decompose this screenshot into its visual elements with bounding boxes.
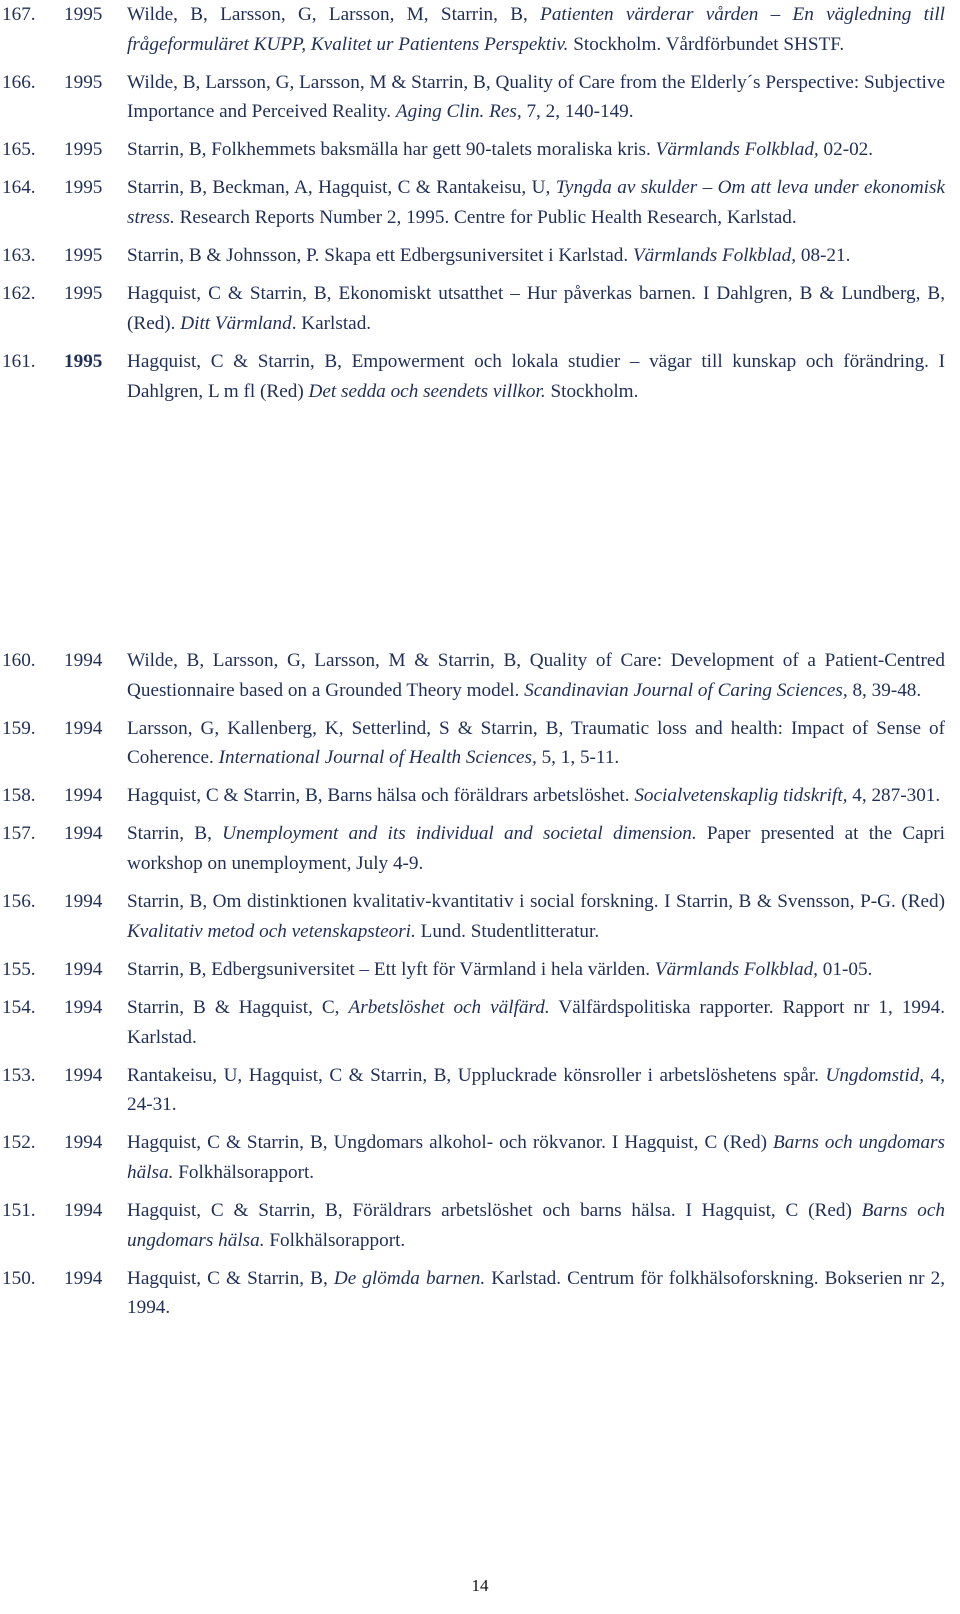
entry-title-italic: Barns och ungdomars hälsa. bbox=[127, 1200, 945, 1251]
entry-number: 157. bbox=[2, 823, 36, 845]
entry-text: Starrin, B, Folkhemmets baksmälla har gett 90-talets moraliska kris. bbox=[127, 139, 656, 161]
entry-number: 165. bbox=[2, 139, 36, 161]
entry-year: 1995 bbox=[64, 139, 103, 161]
entry-title-italic: Tyngda av skulder – Om att leva under ekonomisk stress. bbox=[127, 177, 945, 229]
entry-text: Paper presented at the Capri workshop on unemployment, July 4-9. bbox=[127, 823, 946, 875]
publication-entry bbox=[0, 347, 960, 406]
entry-number: 152. bbox=[2, 1132, 36, 1154]
entry-title-italic: Värmlands Folkblad, bbox=[632, 245, 797, 267]
entry-text: Starrin, B & Hagquist, C, bbox=[127, 996, 349, 1018]
entry-year: 1995 bbox=[64, 245, 103, 267]
entry-text: Research Reports Number 2, 1995. Centre for Public Health Research, Karlstad. bbox=[174, 207, 797, 229]
entry-year: 1994 bbox=[64, 717, 103, 739]
entry-number: 163. bbox=[2, 245, 36, 267]
entry-number: 164. bbox=[2, 177, 36, 199]
entry-text: Wilde, B, Larsson, G, Larsson, M & Starrin, B, Quality of Care from the Elderly´s Perspective: Subjective Importance and Perceived Reality. bbox=[127, 71, 945, 123]
entry-text: Hagquist, C & Starrin, B, Ekonomiskt utsatthet – Hur påverkas barnen. I Dahlgren, B & Lundberg, B, (Red). bbox=[127, 283, 945, 334]
entry-text: 01-05. bbox=[817, 958, 873, 980]
publication-entry bbox=[0, 955, 960, 985]
entry-number: 158. bbox=[2, 785, 36, 807]
entry-text: Hagquist, C & Starrin, B, bbox=[127, 1267, 334, 1289]
entry-year: 1995 bbox=[64, 71, 103, 93]
entry-text: Rantakeisu, U, Hagquist, C & Starrin, B, Uppluckrade könsroller i arbetslöshetens spår. bbox=[127, 1064, 826, 1086]
entry-year: 1994 bbox=[64, 823, 103, 845]
publication-entry bbox=[0, 173, 960, 232]
entry-year: 1994 bbox=[64, 1132, 103, 1154]
publication-entry bbox=[0, 1128, 960, 1187]
entry-year: 1994 bbox=[64, 1200, 103, 1221]
publication-entry bbox=[0, 781, 960, 811]
entry-text: Starrin, B, Beckman, A, Hagquist, C & Rantakeisu, U, bbox=[127, 177, 556, 199]
entry-year: 1994 bbox=[64, 650, 103, 671]
entry-number: 161. bbox=[2, 350, 36, 372]
publication-entry bbox=[0, 241, 960, 271]
publication-entry bbox=[0, 68, 960, 127]
entry-text: Välfärdspolitiska rapporter. Rapport nr 1, 1994. Karlstad. bbox=[127, 996, 945, 1048]
entry-title-italic: De glömda barnen. bbox=[333, 1267, 486, 1289]
publication-entry bbox=[0, 993, 960, 1052]
publication-entry bbox=[0, 1264, 960, 1323]
entry-year: 1994 bbox=[64, 1064, 103, 1086]
entry-title-italic: Ditt Värmland bbox=[180, 312, 292, 334]
entry-text: Stockholm. bbox=[545, 380, 639, 402]
entry-number: 156. bbox=[2, 891, 36, 913]
entry-title-italic: Aging Clin. Res, bbox=[395, 101, 522, 123]
entry-year: 1994 bbox=[64, 958, 103, 980]
entry-text: 7, 2, 140-149. bbox=[521, 101, 634, 123]
publication-entry bbox=[0, 135, 960, 165]
publication-entry bbox=[0, 819, 960, 878]
entry-year: 1995 bbox=[64, 350, 103, 372]
entry-text: Starrin, B, bbox=[127, 823, 223, 845]
entry-title-italic: Socialvetenskaplig tidskrift, bbox=[634, 785, 848, 807]
entry-text: Hagquist, C & Starrin, B, Föräldrars arbetslöshet och barns hälsa. I Hagquist, C (Red) bbox=[127, 1200, 862, 1221]
entry-text: Stockholm. Vårdförbundet SHSTF. bbox=[568, 33, 845, 55]
entry-text: Folkhälsorapport. bbox=[264, 1229, 406, 1251]
entry-year: 1994 bbox=[64, 891, 103, 913]
entry-title-italic: Arbetslöshet och välfärd. bbox=[348, 996, 550, 1018]
entry-year: 1995 bbox=[64, 4, 103, 25]
entry-text: . Karlstad. bbox=[291, 312, 372, 334]
entry-number: 153. bbox=[2, 1064, 36, 1086]
entry-text: 4, 287-301. bbox=[847, 785, 941, 807]
entry-text: Karlstad. Centrum för folkhälsoforskning. Bokserien nr 2, 1994. bbox=[127, 1267, 946, 1319]
publication-entry bbox=[0, 714, 960, 773]
entry-title-italic: Kvalitativ metod och vetenskapsteori. bbox=[127, 920, 416, 942]
entry-number: 155. bbox=[2, 958, 36, 980]
publication-entry bbox=[0, 1061, 960, 1120]
entry-title-italic: Värmlands Folkblad, bbox=[655, 139, 819, 161]
entry-text: 08-21. bbox=[796, 245, 851, 267]
entry-title-italic: Unemployment and its individual and societal dimension. bbox=[222, 823, 697, 845]
entry-title-italic: Scandinavian Journal of Caring Sciences, bbox=[524, 679, 848, 701]
entry-text: Starrin, B & Johnsson, P. Skapa ett Edbergsuniversitet i Karlstad. bbox=[127, 245, 633, 267]
entry-title-italic: International Journal of Health Sciences, bbox=[218, 747, 537, 769]
publication-entry bbox=[0, 1196, 960, 1255]
entry-title-italic: Patienten värderar vården – En vägledning till frågeformuläret KUPP, Kvalitet ur Patientens Perspektiv. bbox=[127, 4, 945, 55]
entry-number: 150. bbox=[2, 1267, 36, 1289]
entry-year: 1994 bbox=[64, 785, 103, 807]
entry-title-italic: Barns och ungdomars hälsa. bbox=[127, 1132, 945, 1183]
entry-title-italic: Det sedda och seendets villkor. bbox=[308, 380, 546, 402]
entry-text: 5, 1, 5-11. bbox=[536, 747, 620, 769]
entry-text: 4, 24-31. bbox=[127, 1064, 946, 1116]
entry-year: 1995 bbox=[64, 283, 103, 305]
entry-text: 8, 39-48. bbox=[847, 679, 922, 701]
entry-number: 162. bbox=[2, 283, 36, 305]
publication-entry bbox=[0, 279, 960, 338]
entry-year: 1994 bbox=[64, 996, 103, 1018]
publication-entry bbox=[0, 646, 960, 705]
entry-text: Hagquist, C & Starrin, B, Barns hälsa och föräldrars arbetslöshet. bbox=[127, 785, 635, 807]
entry-title-italic: Ungdomstid, bbox=[825, 1064, 925, 1086]
entry-number: 159. bbox=[2, 717, 36, 739]
entry-text: Wilde, B, Larsson, G, Larsson, M & Starrin, B, Quality of Care: Development of a Patient-Centred Questionnaire based on a Grounded Theory model. bbox=[127, 650, 945, 701]
entry-number: 160. bbox=[2, 650, 36, 671]
publication-entry bbox=[0, 0, 960, 59]
entry-text: Lund. Studentlitteratur. bbox=[415, 920, 600, 942]
entry-number: 167. bbox=[2, 4, 36, 25]
entry-number: 166. bbox=[2, 71, 36, 93]
entry-year: 1994 bbox=[64, 1267, 103, 1289]
entry-text: Hagquist, C & Starrin, B, Empowerment och lokala studier – vägar till kunskap och förändring. I Dahlgren, L m fl (Red) bbox=[127, 350, 945, 402]
entry-text: Wilde, B, Larsson, G, Larsson, M, Starrin, B, bbox=[127, 4, 541, 25]
entry-text: Folkhälsorapport. bbox=[173, 1161, 315, 1183]
entry-text: Hagquist, C & Starrin, B, Ungdomars alkohol- och rökvanor. I Hagquist, C (Red) bbox=[127, 1132, 774, 1154]
publication-list-1995 bbox=[0, 0, 960, 415]
publication-entry bbox=[0, 887, 960, 946]
entry-year: 1995 bbox=[64, 177, 103, 199]
entry-text: Starrin, B, Edbergsuniversitet – Ett lyft för Värmland i hela världen. bbox=[127, 958, 655, 980]
entry-text: Larsson, G, Kallenberg, K, Setterlind, S & Starrin, B, Traumatic loss and health: Impact of Sense of Coherence. bbox=[127, 717, 945, 769]
entry-text: 02-02. bbox=[818, 139, 874, 161]
entry-number: 151. bbox=[2, 1200, 36, 1221]
entry-text: Starrin, B, Om distinktionen kvalitativ-kvantitativ i social forskning. I Starrin, B & Svensson, P-G. (Red) bbox=[127, 891, 945, 913]
entry-number: 154. bbox=[2, 996, 36, 1018]
publication-list-1994 bbox=[0, 646, 960, 1331]
page-number: 14 bbox=[471, 1576, 489, 1595]
entry-title-italic: Värmlands Folkblad, bbox=[654, 958, 818, 980]
